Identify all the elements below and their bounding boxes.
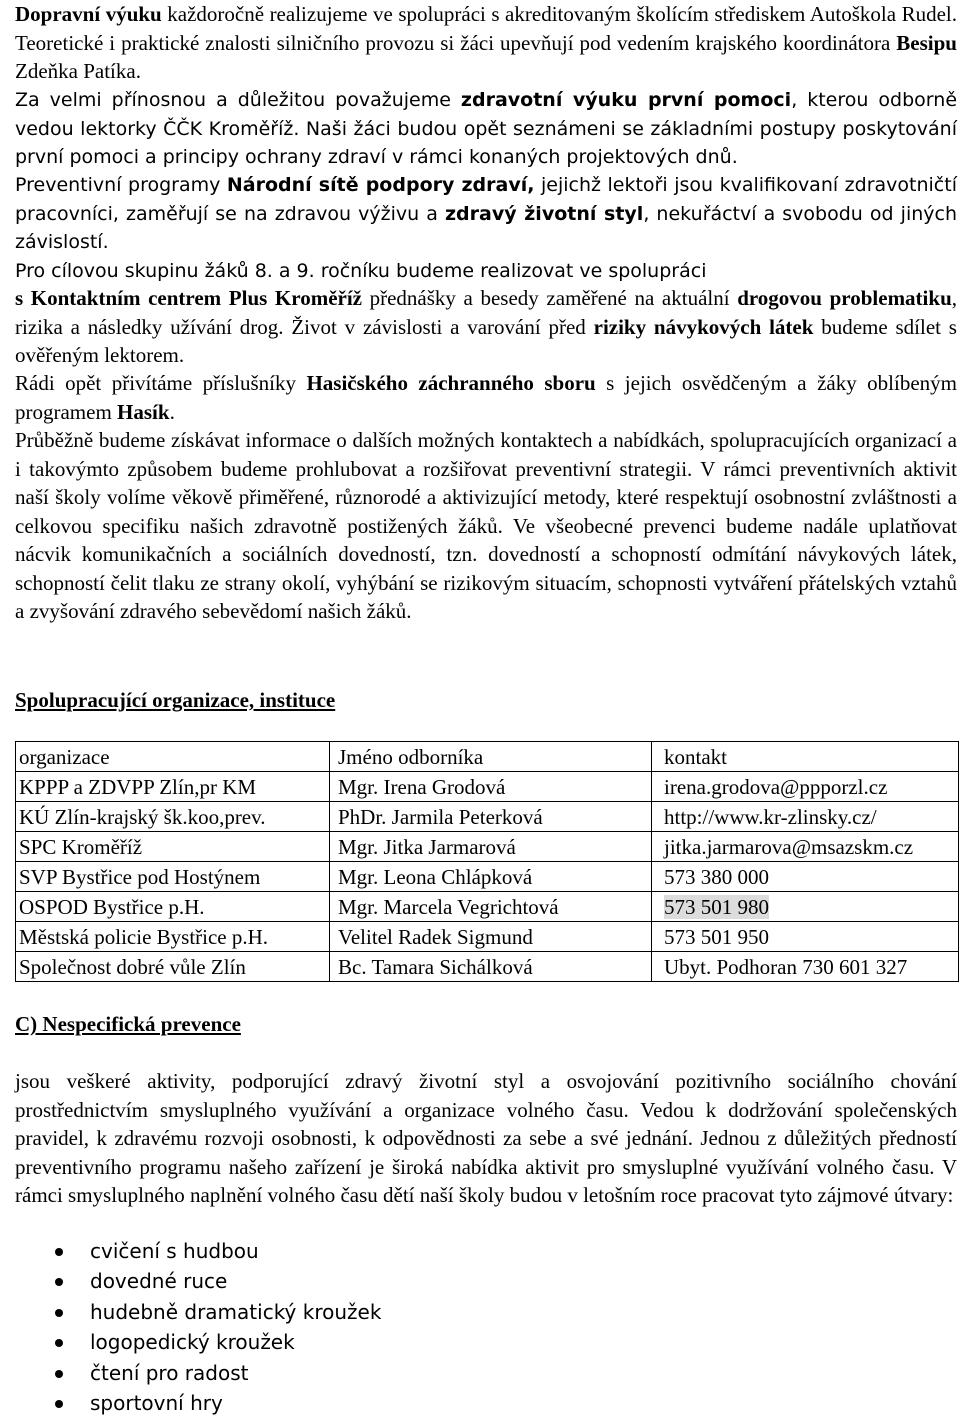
- list-item-label: čtení pro radost: [90, 1360, 249, 1385]
- table-cell: Společnost dobré vůle Zlín: [16, 952, 330, 982]
- table-cell: irena.grodova@ppporzl.cz: [652, 772, 959, 802]
- table-row: [16, 802, 959, 832]
- table-header-cell: organizace: [16, 742, 330, 772]
- activities-list: [15, 1236, 381, 1418]
- bullet-icon: [55, 1248, 63, 1256]
- list-item-label: hudebně dramatický kroužek: [90, 1299, 382, 1324]
- table-cell: 573 501 950: [652, 922, 959, 952]
- bullet-icon: [55, 1309, 63, 1317]
- table-cell: Mgr. Marcela Vegrichtová: [330, 892, 652, 922]
- paragraph-health-programs: Preventivní programy Národní sítě podpory zdraví, jejichž lektoři jsou kvalifikovaní zdravotničtí pracovníci, zaměřují se na zdravou výživu a zdravý životní styl, nekuřáctví a svobodu od jiných závislostí. Pro cílovou skupinu žáků 8. a 9. ročníku budeme realizovat ve spolupráci: [15, 174, 957, 282]
- table-cell: SVP Bystřice pod Hostýnem: [16, 862, 330, 892]
- list-item-label: sportovní hry: [90, 1390, 223, 1415]
- highlighted-phone: 573 501 980: [664, 894, 769, 919]
- section-heading-nonspecific-prevention: C) Nespecifická prevence: [15, 1012, 241, 1036]
- paragraph-prevention-strategy: Průběžně budeme získávat informace o dalších možných kontaktech a nabídkách, spolupracujících organizací a i takovýmto způsobem budeme prohlubovat a rozšiřovat preventivní strategii. V rámci preventivních aktivit naší školy volíme věkově přiměřené, různorodé a aktivizující metody, které respektují osobnostní zvláštnosti a celkovou specifiku našich zdravotně postižených žáků. Ve všeobecné prevenci budeme nadále uplatňovat nácvik komunikačních a sociálních dovedností, tzn. dovedností a schopností odmítání návykových látek, schopností čelit tlaku ze strany okolí, vyhýbání se rizikovým situacím, schopnosti vytváření přátelských vztahů a zvyšování zdravého sebevědomí našich žáků.: [15, 428, 957, 623]
- table-cell: Bc. Tamara Sichálková: [330, 952, 652, 982]
- paragraph-first-aid: Za velmi přínosnou a důležitou považujeme zdravotní výuku první pomoci, kterou odborně vedou lektorky ČČK Kroměříž. Naši žáci budou opět seznámeni se základními postupy poskytování první pomoci a principy ochrany zdraví v rámci konaných projektových dnů.: [15, 89, 958, 168]
- table-cell: Městská policie Bystřice p.H.: [16, 922, 330, 952]
- list-item: [15, 1388, 381, 1418]
- bullet-icon: [55, 1278, 63, 1286]
- bullet-icon: [55, 1370, 63, 1378]
- list-item-label: logopedický kroužek: [90, 1330, 295, 1355]
- table-cell: Velitel Radek Sigmund: [330, 922, 652, 952]
- paragraph-nonspecific-prevention: jsou veškeré aktivity, podporující zdravý životní styl a osvojování pozitivního sociálního chování prostřednictvím smysluplného využívání a organizace volného času. Vedou k dodržování společenských pravidel, k zdravému rozvoji osobnosti, k odpovědnosti za sebe a své jednání. Jednou z důležitých předností preventivního programu našeho zařízení je široká nabídka aktivit pro smysluplné využívání volného času. V rámci smysluplného naplnění volného času dětí naší školy budou v letošním roce pracovat tyto zájmové útvary:: [15, 1069, 957, 1207]
- paragraph-traffic-education: Dopravní výuku každoročně realizujeme ve spolupráci s akreditovaným školícím střediskem Autoškola Rudel. Teoretické i praktické znalosti silničního provozu si žáci upevňují pod vedením krajského koordinátora Besipu Zdeňka Patíka.: [15, 2, 957, 83]
- list-item: [15, 1266, 381, 1296]
- list-item-label: dovedné ruce: [90, 1269, 228, 1294]
- table-cell: Ubyt. Podhoran 730 601 327: [652, 952, 959, 982]
- section-heading-cooperating-organizations: Spolupracující organizace, instituce: [15, 688, 336, 712]
- table-cell: 573 380 000: [652, 862, 959, 892]
- list-item: [15, 1236, 381, 1266]
- table-row: [16, 862, 959, 892]
- list-item: [15, 1327, 381, 1357]
- table-header-row: [16, 742, 959, 772]
- list-item: [15, 1297, 381, 1327]
- table-cell: KÚ Zlín-krajský šk.koo,prev.: [16, 802, 330, 832]
- table-cell: KPPP a ZDVPP Zlín,pr KM: [16, 772, 330, 802]
- table-row: [16, 952, 959, 982]
- paragraph-drug-prevention: s Kontaktním centrem Plus Kroměříž přednášky a besedy zaměřené na aktuální drogovou problematiku, rizika a následky užívání drog. Život v závislosti a varování před riziky návykových látek budeme sdílet s ověřeným lektorem.: [15, 286, 957, 367]
- table-cell: Mgr. Leona Chlápková: [330, 862, 652, 892]
- table-cell: jitka.jarmarova@msazskm.cz: [652, 832, 959, 862]
- list-item-label: cvičení s hudbou: [90, 1239, 259, 1263]
- table-cell: Mgr. Jitka Jarmarová: [330, 832, 652, 862]
- table-header-cell: kontakt: [652, 742, 959, 772]
- table-cell: SPC Kroměříž: [16, 832, 330, 862]
- bullet-icon: [55, 1400, 63, 1408]
- table-row: [16, 922, 959, 952]
- table-row: [16, 892, 959, 922]
- table-cell: http://www.kr-zlinsky.cz/: [652, 802, 959, 832]
- table-cell: PhDr. Jarmila Peterková: [330, 802, 652, 832]
- list-item: [15, 1358, 381, 1388]
- table-cell: Mgr. Irena Grodová: [330, 772, 652, 802]
- paragraph-firefighters: Rádi opět přivítáme příslušníky Hasičského záchranného sboru s jejich osvědčeným a žáky oblíbeným programem Hasík.: [15, 371, 957, 424]
- bullet-icon: [55, 1339, 63, 1347]
- organizations-table: [15, 741, 959, 982]
- table-row: [16, 832, 959, 862]
- table-header-cell: Jméno odborníka: [330, 742, 652, 772]
- table-cell: [652, 892, 959, 922]
- table-row: [16, 772, 959, 802]
- table-cell: OSPOD Bystřice p.H.: [16, 892, 330, 922]
